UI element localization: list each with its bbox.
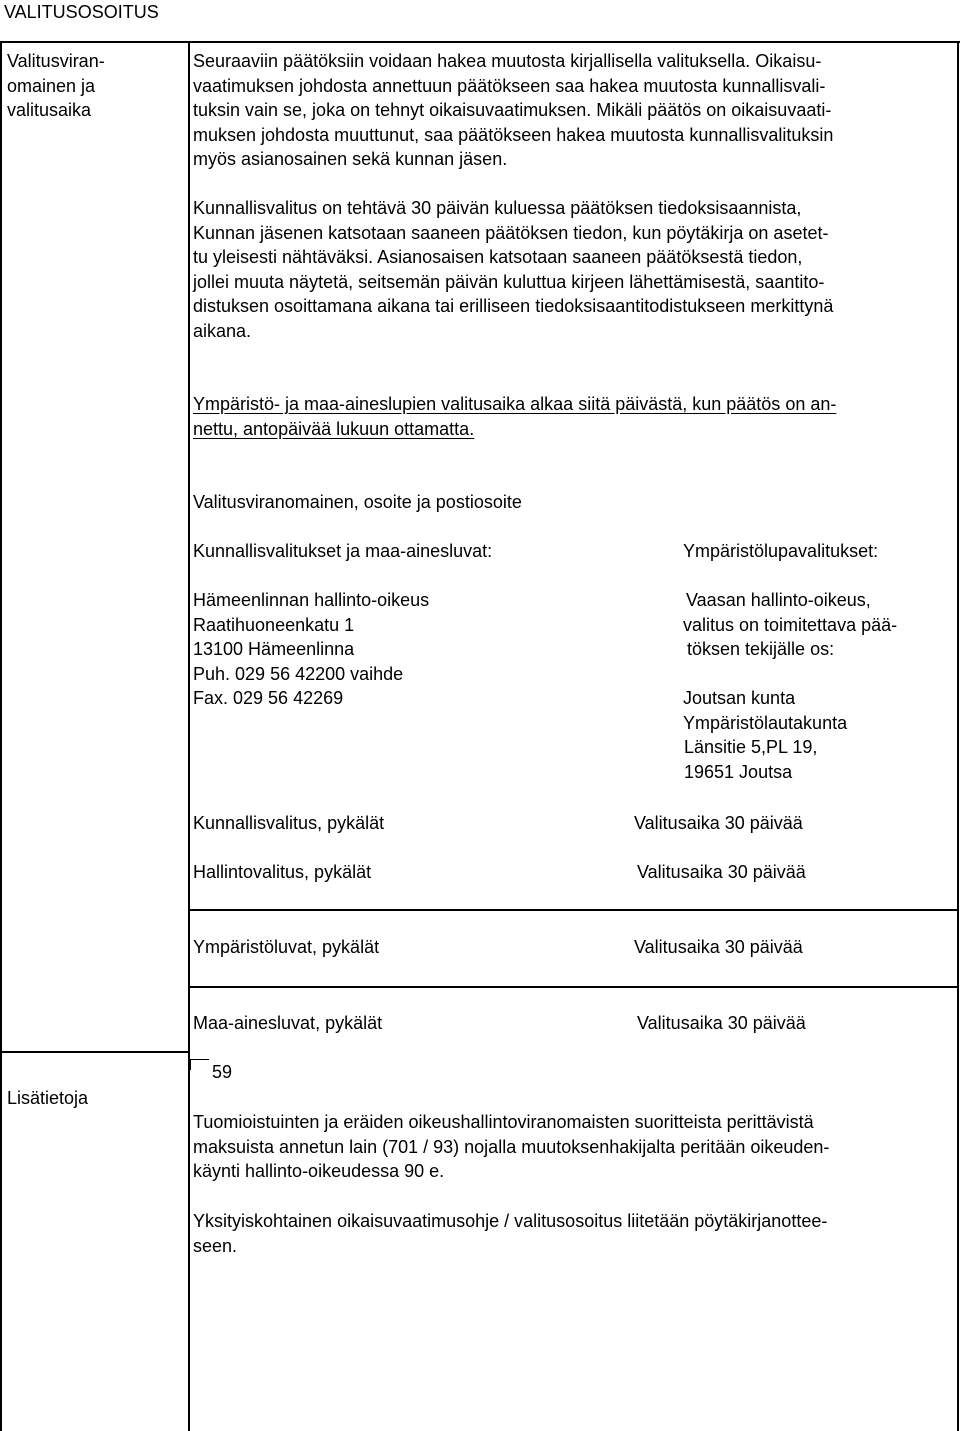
right-address-line-6: Länsitie 5,PL 19, — [684, 737, 818, 757]
kunnallisvalitus-line-6: aikana. — [193, 320, 252, 341]
attachment-line-2: seen. — [193, 1235, 238, 1256]
appeal-label-hallintovalitus: Hallintovalitus, pykälät — [193, 862, 372, 882]
intro-line-5: myös asianosainen sekä kunnan jäsen. — [193, 149, 508, 169]
left-address-line-4: Puh. 029 56 42200 vaihde — [193, 663, 404, 684]
left-column-heading: Kunnallisvalitukset ja maa-ainesluvat: — [193, 541, 493, 561]
right-address-line-5: Ympäristölautakunta — [683, 712, 848, 733]
right-address-line-1: Vaasan hallinto-oikeus, — [686, 590, 871, 610]
table-right-border — [957, 41, 959, 1431]
kunnallisvalitus-line-3: tu yleisesti nähtäväksi. Asianosaisen katsotaan saaneen päätöksestä tiedon, — [193, 247, 803, 267]
document-title: VALITUSOSOITUS — [4, 2, 159, 22]
table-top-border — [0, 41, 960, 43]
section-tab-mark — [190, 1059, 209, 1070]
table-left-border — [0, 41, 2, 1431]
appeal-label-kunnallisvalitus: Kunnallisvalitus, pykälät — [193, 813, 385, 833]
underlined-line-1: Ympäristö- ja maa-aineslupien valitusaika alkaa siitä päivästä, kun päätös on an- — [193, 394, 837, 414]
row-divider-2 — [188, 986, 959, 988]
appeal-label-maa-ainesluvat: Maa-ainesluvat, pykälät — [193, 1013, 383, 1033]
label-valitusviranomainen-1: Valitusviran- — [7, 51, 105, 71]
fee-line-3: käynti hallinto-oikeudessa 90 e. — [193, 1161, 445, 1181]
kunnallisvalitus-line-4: jollei muuta näytetä, seitsemän päivän kuluttua kirjeen lähettämisestä, saantito- — [193, 271, 825, 292]
left-column-row-divider — [0, 1051, 190, 1053]
kunnallisvalitus-line-1: Kunnallisvalitus on tehtävä 30 päivän kuluessa päätöksen tiedoksisaannista, — [193, 198, 802, 218]
intro-line-3: tuksin vain se, joka on tehnyt oikaisuvaatimuksen. Mikäli päätös on oikaisuvaati- — [193, 100, 832, 120]
kunnallisvalitus-line-2: Kunnan jäsenen katsotaan saaneen päätöksen tiedon, kun pöytäkirja on asetet- — [193, 222, 829, 243]
section-ref: 59 — [212, 1062, 233, 1082]
right-address-line-7: 19651 Joutsa — [684, 761, 793, 782]
intro-line-1: Seuraaviin päätöksiin voidaan hakea muutosta kirjallisella valituksella. Oikaisu- — [193, 51, 822, 71]
right-address-line-4: Joutsan kunta — [683, 688, 796, 708]
fee-line-2: maksuista annetun lain (701 / 93) nojalla muutoksenhakijalta peritään oikeuden- — [193, 1136, 830, 1157]
appeal-period-maa-ainesluvat: Valitusaika 30 päivää — [637, 1013, 806, 1033]
underlined-line-2: nettu, antopäivää lukuun ottamatta. — [193, 418, 475, 439]
label-lisatietoja: Lisätietoja — [7, 1088, 89, 1108]
left-address-line-3: 13100 Hämeenlinna — [193, 639, 355, 659]
right-address-line-3: töksen tekijälle os: — [687, 639, 835, 659]
appeal-period-ymparistoluvat: Valitusaika 30 päivää — [634, 937, 803, 957]
attachment-line-1: Yksityiskohtainen oikaisuvaatimusohje / valitusosoitus liitetään pöytäkirjanottee- — [193, 1211, 828, 1231]
label-valitusviranomainen-2: omainen ja — [7, 75, 96, 96]
appeal-label-ymparistoluvat: Ympäristöluvat, pykälät — [193, 937, 380, 957]
left-address-line-1: Hämeenlinnan hallinto-oikeus — [193, 590, 430, 610]
kunnallisvalitus-line-5: distuksen osoittamana aikana tai erilliseen tiedoksisaantitodistukseen merkittynä — [193, 296, 834, 316]
intro-line-4: muksen johdosta muuttunut, saa päätökseen hakea muutosta kunnallisvalituksin — [193, 124, 834, 145]
left-address-line-2: Raatihuoneenkatu 1 — [193, 614, 355, 635]
row-divider-1 — [188, 909, 959, 911]
appeal-period-kunnallisvalitus: Valitusaika 30 päivää — [634, 813, 803, 833]
left-address-line-5: Fax. 029 56 42269 — [193, 688, 344, 708]
column-divider — [188, 41, 190, 1431]
appeal-period-hallintovalitus: Valitusaika 30 päivää — [637, 862, 806, 882]
right-column-heading: Ympäristölupavalitukset: — [683, 541, 879, 561]
right-address-line-2: valitus on toimitettava pää- — [683, 614, 898, 635]
fee-line-1: Tuomioistuinten ja eräiden oikeushallintoviranomaisten suoritteista perittävistä — [193, 1112, 814, 1132]
intro-line-2: vaatimuksen johdosta annettuun päätökseen saa hakea muutosta kunnallisvali- — [193, 75, 826, 96]
address-heading: Valitusviranomainen, osoite ja postiosoite — [193, 492, 522, 512]
label-valitusviranomainen-3: valitusaika — [7, 100, 92, 120]
